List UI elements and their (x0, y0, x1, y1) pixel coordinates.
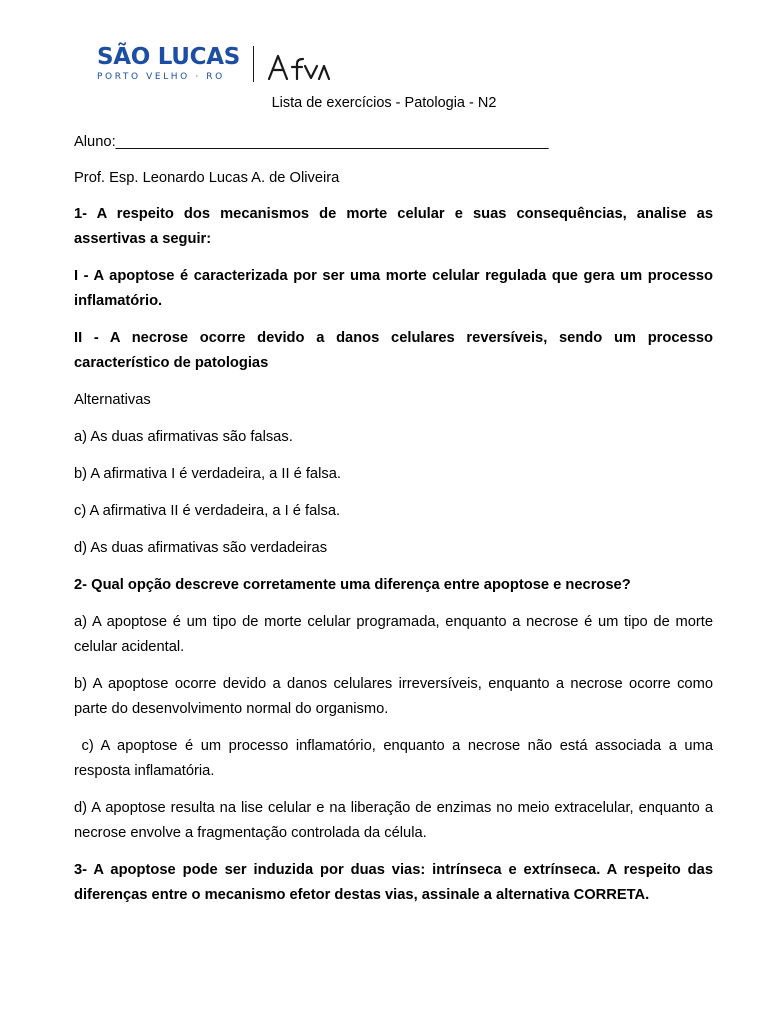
logo-divider (253, 46, 254, 82)
alternatives-label: Alternativas (74, 392, 151, 408)
question-1-option-a: a) As duas afirmativas são falsas. (74, 429, 293, 445)
question-2-option-b: b) A apoptose ocorre devido a danos celulares irreversíveis, enquanto a necrose ocorre como parte do desenvolvimento normal do organismo. (74, 676, 713, 717)
question-2-option-c: c) A apoptose é um processo inflamatório, enquanto a necrose não está associada a uma resposta inflamatória. (74, 738, 718, 779)
sao-lucas-logo (97, 44, 240, 83)
question-1-option-d: d) As duas afirmativas são verdadeiras (74, 540, 328, 556)
question-2-statement: 2- Qual opção descreve corretamente uma diferença entre apoptose e necrose? (74, 577, 631, 593)
document-title: Lista de exercícios - Patologia - N2 (271, 95, 497, 111)
brand-name: SÃO LUCAS (97, 44, 240, 70)
student-name-line: Aluno:_____________________________________________________ (74, 134, 549, 150)
question-1-option-c: c) A afirmativa II é verdadeira, a I é falsa. (74, 503, 341, 519)
question-1-option-b: b) A afirmativa I é verdadeira, a II é falsa. (74, 466, 341, 482)
question-1-statement: 1- A respeito dos mecanismos de morte celular e suas consequências, analise as assertivas a seguir: (74, 206, 713, 247)
question-3-statement: 3- A apoptose pode ser induzida por duas vias: intrínseca e extrínseca. A respeito das diferenças entre o mecanismo efetor destas vias, assinale a alternativa CORRETA. (74, 862, 713, 903)
question-2-option-d: d) A apoptose resulta na lise celular e na liberação de enzimas no meio extracelular, enquanto a necrose envolve a fragmentação controlada da célula. (74, 800, 713, 841)
afya-logo (267, 54, 331, 80)
document-body (74, 130, 718, 908)
brand-subtitle: PORTO VELHO · RO (97, 72, 225, 82)
question-1-assertion-i: I - A apoptose é caracterizada por ser uma morte celular regulada que gera um processo inflamatório. (74, 268, 713, 309)
question-2-option-a: a) A apoptose é um tipo de morte celular programada, enquanto a necrose é um tipo de morte celular acidental. (74, 614, 713, 655)
question-1-assertion-ii: II - A necrose ocorre devido a danos celulares reversíveis, sendo um processo característico de patologias (74, 330, 713, 371)
header (97, 44, 331, 88)
professor-line: Prof. Esp. Leonardo Lucas A. de Oliveira (74, 170, 340, 186)
